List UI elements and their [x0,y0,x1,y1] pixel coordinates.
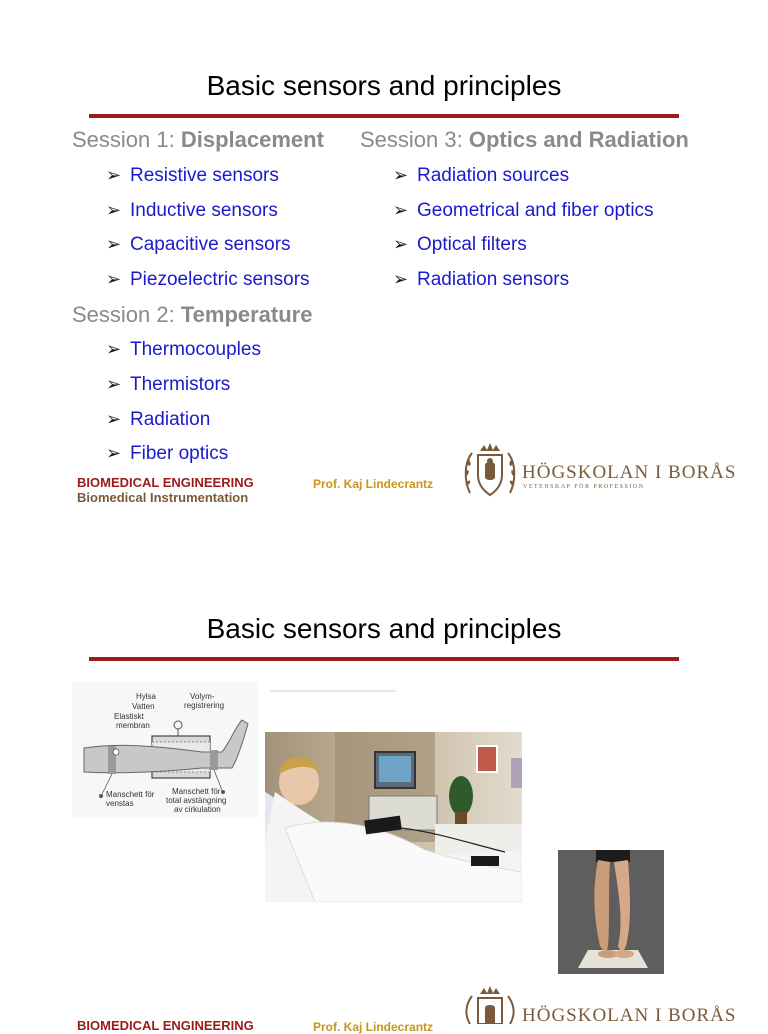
list-item-label: Optical filters [417,234,527,255]
session-1-name: Displacement [180,127,324,152]
list-item [393,200,654,222]
list-item-label: Resistive sensors [130,165,279,186]
university-crest-icon [462,984,518,1024]
title-rule [89,114,679,118]
list-item [106,339,261,361]
session-3-prefix: Session 3: [360,127,469,152]
title-rule [89,657,679,661]
session-3-heading [360,127,689,153]
arrow-bullet-icon: ➢ [393,200,409,220]
session-3-name: Optics and Radiation [468,127,689,152]
university-crest-icon [462,441,518,501]
diagram-label-elastiskt: Elastiskt [114,712,144,721]
list-item-label: Fiber optics [130,443,229,464]
diagram-label-registrering: registrering [184,701,225,710]
logo-wordmark: HÖGSKOLAN I BORÅS [522,462,737,483]
plethysmograph-diagram [72,682,258,818]
patient-measurement-photo [265,732,522,902]
arrow-bullet-icon: ➢ [106,443,122,463]
list-item-label: Geometrical and fiber optics [417,200,654,221]
arrow-bullet-icon: ➢ [106,269,122,289]
diagram-label-manschett-2a: Manschett för [172,787,221,796]
diagram-label-vatten: Vatten [132,702,155,711]
arrow-bullet-icon: ➢ [106,234,122,254]
diagram-label-volym: Volym- [190,692,215,701]
arrow-bullet-icon: ➢ [106,409,122,429]
arrow-bullet-icon: ➢ [393,269,409,289]
session-2-prefix: Session 2: [72,302,181,327]
logo-tagline: VETENSKAP FÖR PROFESSION [523,484,645,490]
list-item-label: Radiation sensors [417,269,570,290]
list-item [106,200,278,222]
slide-2 [0,544,768,1034]
diagram-label-manschett-2c: av cirkulation [174,805,221,814]
divider [270,690,396,692]
arrow-bullet-icon: ➢ [106,200,122,220]
list-item-label: Thermocouples [130,339,261,360]
arrow-bullet-icon: ➢ [393,234,409,254]
list-item [393,269,569,291]
list-item-label: Inductive sensors [130,200,278,221]
footer-author: Prof. Kaj Lindecrantz [313,1020,434,1034]
list-item-label: Thermistors [130,374,231,395]
slide-1-title: Basic sensors and principles [206,70,562,101]
arrow-bullet-icon: ➢ [393,165,409,185]
list-item-label: Piezoelectric sensors [130,269,310,290]
diagram-label-hylsa: Hylsa [136,692,157,701]
session-1-heading [72,127,324,153]
list-item [106,234,291,256]
list-item [393,165,569,187]
list-item [106,443,228,465]
arrow-bullet-icon: ➢ [106,374,122,394]
list-item [106,409,210,431]
list-item [106,374,230,396]
diagram-label-manschett-1a: Manschett för [106,790,155,799]
footer-department: BIOMEDICAL ENGINEERING [77,475,254,490]
session-1-prefix: Session 1: [72,127,181,152]
list-item [106,269,310,291]
arrow-bullet-icon: ➢ [106,165,122,185]
arrow-bullet-icon: ➢ [106,339,122,359]
calf-measurement-photo [558,850,664,974]
slide-2-title: Basic sensors and principles [206,613,562,644]
footer-course: Biomedical Instrumentation [77,490,249,505]
list-item [106,165,279,187]
list-item-label: Radiation [130,409,211,430]
footer-author: Prof. Kaj Lindecrantz [313,477,434,491]
logo-wordmark: HÖGSKOLAN I BORÅS [522,1005,737,1026]
list-item [393,234,527,256]
diagram-label-membran: membran [116,721,150,730]
list-item-label: Radiation sources [417,165,570,186]
session-2-heading [72,302,312,328]
diagram-label-manschett-1b: venstas [106,799,134,808]
list-item-label: Capacitive sensors [130,234,291,255]
footer-department: BIOMEDICAL ENGINEERING [77,1018,254,1033]
session-2-name: Temperature [180,302,313,327]
diagram-label-manschett-2b: total avstängning [166,796,227,805]
